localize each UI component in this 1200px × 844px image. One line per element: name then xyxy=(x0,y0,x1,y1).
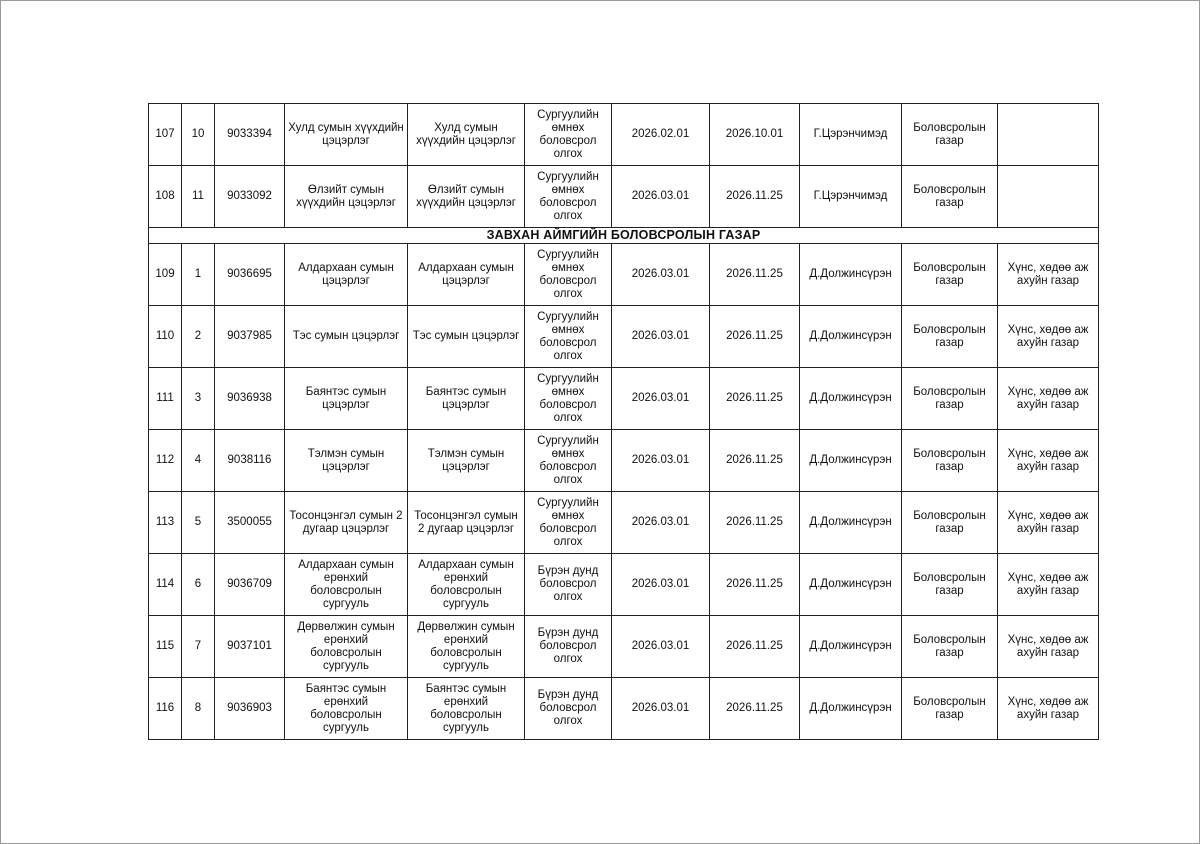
register-code-cell: 9036903 xyxy=(215,678,285,740)
register-code-cell: 9037101 xyxy=(215,616,285,678)
table-row xyxy=(149,306,1099,368)
organization-name-cell: Алдархаан сумын цэцэрлэг xyxy=(285,244,408,306)
end-date-cell: 2026.11.25 xyxy=(710,616,800,678)
organization-name-alt-cell: Алдархаан сумын ерөнхий боловсролын сургууль xyxy=(408,554,525,616)
responsible-person-cell: Д.Должинсүрэн xyxy=(800,368,902,430)
education-level-cell: Сургуулийн өмнөх боловсрол олгох xyxy=(525,368,612,430)
organization-name-cell: Алдархаан сумын ерөнхий боловсролын сургууль xyxy=(285,554,408,616)
organization-name-cell: Өлзийт сумын хүүхдийн цэцэрлэг xyxy=(285,166,408,228)
end-date-cell: 2026.11.25 xyxy=(710,368,800,430)
organization-name-cell: Тэс сумын цэцэрлэг xyxy=(285,306,408,368)
end-date-cell: 2026.11.25 xyxy=(710,244,800,306)
education-level-cell: Сургуулийн өмнөх боловсрол олгох xyxy=(525,306,612,368)
responsible-person-cell: Д.Должинсүрэн xyxy=(800,430,902,492)
start-date-cell: 2026.03.01 xyxy=(612,368,710,430)
department-cell: Боловсролын газар xyxy=(902,430,998,492)
responsible-person-cell: Г.Цэрэнчимэд xyxy=(800,166,902,228)
department-cell: Боловсролын газар xyxy=(902,678,998,740)
responsible-person-cell: Д.Должинсүрэн xyxy=(800,492,902,554)
organization-name-alt-cell: Алдархаан сумын цэцэрлэг xyxy=(408,244,525,306)
sub-number-cell: 7 xyxy=(182,616,215,678)
table-body xyxy=(149,104,1099,740)
education-level-cell: Сургуулийн өмнөх боловсрол олгох xyxy=(525,104,612,166)
organization-name-alt-cell: Өлзийт сумын хүүхдийн цэцэрлэг xyxy=(408,166,525,228)
start-date-cell: 2026.03.01 xyxy=(612,244,710,306)
row-number-cell: 111 xyxy=(149,368,182,430)
responsible-person-cell: Д.Должинсүрэн xyxy=(800,616,902,678)
sub-number-cell: 5 xyxy=(182,492,215,554)
department-cell: Боловсролын газар xyxy=(902,616,998,678)
start-date-cell: 2026.03.01 xyxy=(612,492,710,554)
organization-name-cell: Тэлмэн сумын цэцэрлэг xyxy=(285,430,408,492)
start-date-cell: 2026.03.01 xyxy=(612,306,710,368)
organization-name-cell: Баянтэс сумын цэцэрлэг xyxy=(285,368,408,430)
responsible-person-cell: Д.Должинсүрэн xyxy=(800,244,902,306)
row-number-cell: 110 xyxy=(149,306,182,368)
row-number-cell: 115 xyxy=(149,616,182,678)
organization-name-cell: Хулд сумын хүүхдийн цэцэрлэг xyxy=(285,104,408,166)
department-cell: Боловсролын газар xyxy=(902,104,998,166)
row-number-cell: 107 xyxy=(149,104,182,166)
row-number-cell: 114 xyxy=(149,554,182,616)
start-date-cell: 2026.03.01 xyxy=(612,430,710,492)
sub-number-cell: 8 xyxy=(182,678,215,740)
row-number-cell: 112 xyxy=(149,430,182,492)
table-row xyxy=(149,678,1099,740)
register-code-cell: 9036938 xyxy=(215,368,285,430)
education-level-cell: Сургуулийн өмнөх боловсрол олгох xyxy=(525,166,612,228)
organization-name-alt-cell: Тосонцэнгэл сумын 2 дугаар цэцэрлэг xyxy=(408,492,525,554)
department-cell: Боловсролын газар xyxy=(902,492,998,554)
organization-name-cell: Дөрвөлжин сумын ерөнхий боловсролын сургууль xyxy=(285,616,408,678)
responsible-person-cell: Г.Цэрэнчимэд xyxy=(800,104,902,166)
table-row xyxy=(149,430,1099,492)
sub-number-cell: 6 xyxy=(182,554,215,616)
section-header-row xyxy=(149,228,1099,244)
responsible-person-cell: Д.Должинсүрэн xyxy=(800,306,902,368)
education-level-cell: Сургуулийн өмнөх боловсрол олгох xyxy=(525,244,612,306)
end-date-cell: 2026.11.25 xyxy=(710,430,800,492)
partner-department-cell: Хүнс, хөдөө аж ахуйн газар xyxy=(998,430,1099,492)
partner-department-cell: Хүнс, хөдөө аж ахуйн газар xyxy=(998,368,1099,430)
education-level-cell: Бүрэн дунд боловсрол олгох xyxy=(525,616,612,678)
education-level-cell: Бүрэн дунд боловсрол олгох xyxy=(525,678,612,740)
partner-department-cell: Хүнс, хөдөө аж ахуйн газар xyxy=(998,616,1099,678)
organization-name-alt-cell: Тэс сумын цэцэрлэг xyxy=(408,306,525,368)
department-cell: Боловсролын газар xyxy=(902,306,998,368)
end-date-cell: 2026.11.25 xyxy=(710,492,800,554)
partner-department-cell: Хүнс, хөдөө аж ахуйн газар xyxy=(998,492,1099,554)
table-row xyxy=(149,554,1099,616)
organization-name-alt-cell: Дөрвөлжин сумын ерөнхий боловсролын сургууль xyxy=(408,616,525,678)
end-date-cell: 2026.10.01 xyxy=(710,104,800,166)
register-code-cell: 9036709 xyxy=(215,554,285,616)
sub-number-cell: 2 xyxy=(182,306,215,368)
register-code-cell: 9033092 xyxy=(215,166,285,228)
organization-name-cell: Баянтэс сумын ерөнхий боловсролын сургууль xyxy=(285,678,408,740)
start-date-cell: 2026.03.01 xyxy=(612,678,710,740)
register-code-cell: 9036695 xyxy=(215,244,285,306)
document-table xyxy=(148,103,1099,740)
end-date-cell: 2026.11.25 xyxy=(710,678,800,740)
partner-department-cell: Хүнс, хөдөө аж ахуйн газар xyxy=(998,554,1099,616)
partner-department-cell: Хүнс, хөдөө аж ахуйн газар xyxy=(998,244,1099,306)
partner-department-cell xyxy=(998,104,1099,166)
organization-name-cell: Тосонцэнгэл сумын 2 дугаар цэцэрлэг xyxy=(285,492,408,554)
table-row xyxy=(149,616,1099,678)
sub-number-cell: 11 xyxy=(182,166,215,228)
organization-name-alt-cell: Баянтэс сумын ерөнхий боловсролын сургууль xyxy=(408,678,525,740)
row-number-cell: 116 xyxy=(149,678,182,740)
sub-number-cell: 4 xyxy=(182,430,215,492)
department-cell: Боловсролын газар xyxy=(902,166,998,228)
register-code-cell: 3500055 xyxy=(215,492,285,554)
department-cell: Боловсролын газар xyxy=(902,368,998,430)
table-row xyxy=(149,104,1099,166)
organization-name-alt-cell: Хулд сумын хүүхдийн цэцэрлэг xyxy=(408,104,525,166)
row-number-cell: 109 xyxy=(149,244,182,306)
section-title: ЗАВХАН АЙМГИЙН БОЛОВСРОЛЫН ГАЗАР xyxy=(149,228,1099,244)
responsible-person-cell: Д.Должинсүрэн xyxy=(800,678,902,740)
education-level-cell: Сургуулийн өмнөх боловсрол олгох xyxy=(525,430,612,492)
responsible-person-cell: Д.Должинсүрэн xyxy=(800,554,902,616)
register-code-cell: 9038116 xyxy=(215,430,285,492)
department-cell: Боловсролын газар xyxy=(902,244,998,306)
end-date-cell: 2026.11.25 xyxy=(710,554,800,616)
start-date-cell: 2026.02.01 xyxy=(612,104,710,166)
table-row xyxy=(149,368,1099,430)
register-code-cell: 9033394 xyxy=(215,104,285,166)
department-cell: Боловсролын газар xyxy=(902,554,998,616)
sub-number-cell: 3 xyxy=(182,368,215,430)
row-number-cell: 113 xyxy=(149,492,182,554)
education-level-cell: Сургуулийн өмнөх боловсрол олгох xyxy=(525,492,612,554)
partner-department-cell: Хүнс, хөдөө аж ахуйн газар xyxy=(998,678,1099,740)
row-number-cell: 108 xyxy=(149,166,182,228)
start-date-cell: 2026.03.01 xyxy=(612,554,710,616)
table-row xyxy=(149,492,1099,554)
partner-department-cell xyxy=(998,166,1099,228)
register-code-cell: 9037985 xyxy=(215,306,285,368)
education-level-cell: Бүрэн дунд боловсрол олгох xyxy=(525,554,612,616)
end-date-cell: 2026.11.25 xyxy=(710,306,800,368)
sub-number-cell: 1 xyxy=(182,244,215,306)
table-row xyxy=(149,166,1099,228)
start-date-cell: 2026.03.01 xyxy=(612,166,710,228)
partner-department-cell: Хүнс, хөдөө аж ахуйн газар xyxy=(998,306,1099,368)
start-date-cell: 2026.03.01 xyxy=(612,616,710,678)
sub-number-cell: 10 xyxy=(182,104,215,166)
organization-name-alt-cell: Тэлмэн сумын цэцэрлэг xyxy=(408,430,525,492)
table-row xyxy=(149,244,1099,306)
end-date-cell: 2026.11.25 xyxy=(710,166,800,228)
organization-name-alt-cell: Баянтэс сумын цэцэрлэг xyxy=(408,368,525,430)
